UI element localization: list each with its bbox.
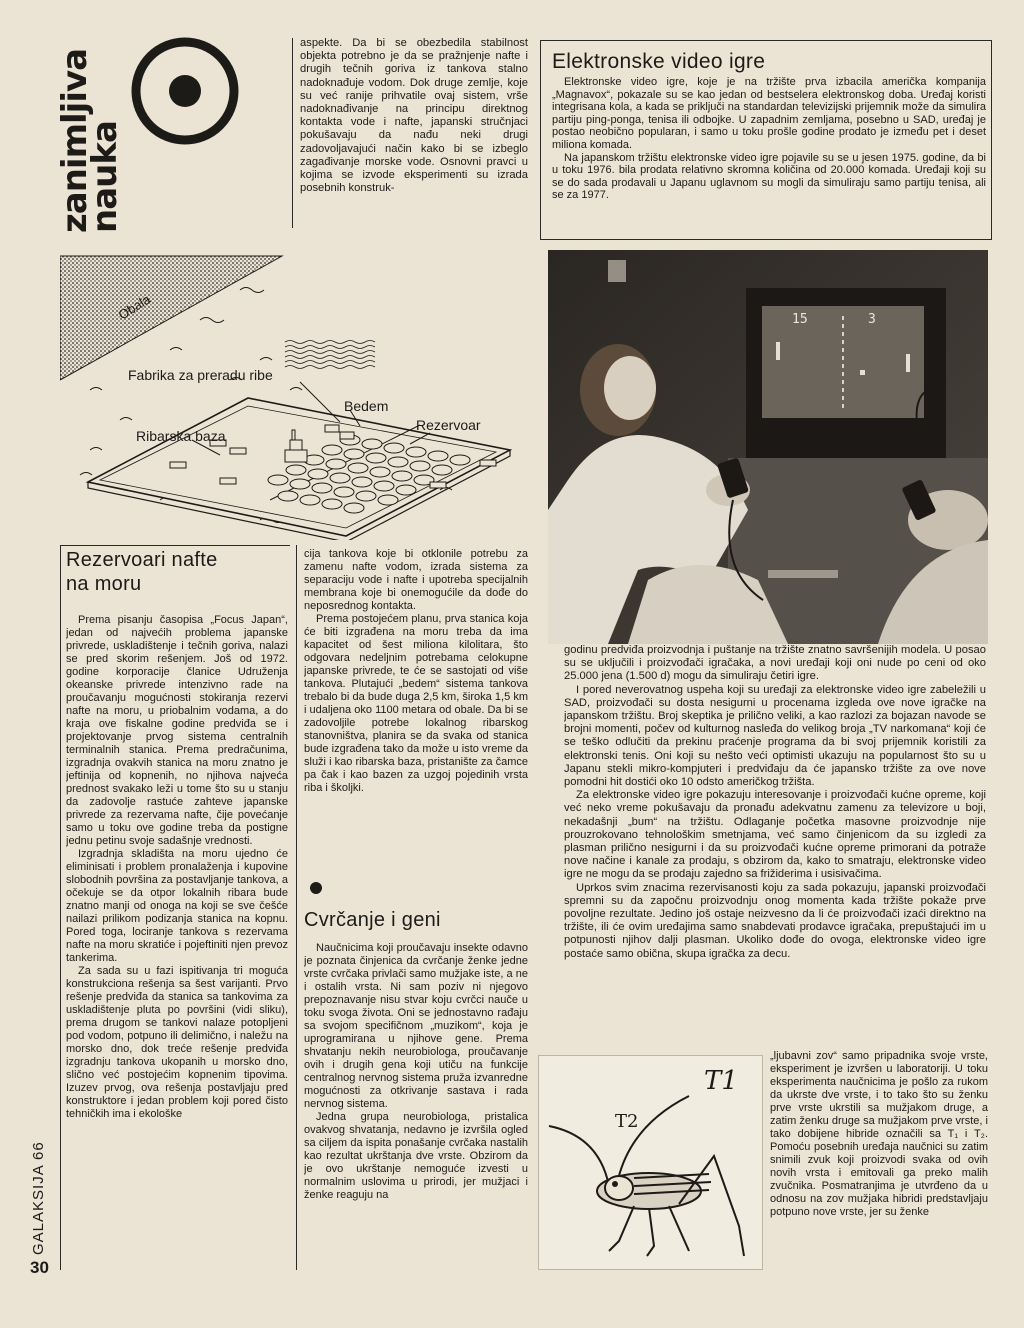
section-title xyxy=(55,33,125,233)
bullet-dot-icon xyxy=(310,882,322,894)
magazine-name: GALAKSIJA 66 xyxy=(30,1141,47,1255)
paragraph: godinu predviđa proizvodnja i puštanje na tržište znatno savršenijih modela. U posao su se uključili i proizvođači igračaka, a novi uređaji koji oni nude po ceni od oko 25.000 jena (1.500 d) mogu da simuliraju četiri igre. xyxy=(564,644,986,683)
article-reservoir-col2 xyxy=(304,548,528,868)
article-video-games-continued xyxy=(564,644,986,1042)
paragraph: Naučnicima koji proučavaju insekte odavno je poznata činjenica da cvrčanje ženke jedne vrste cvrčaka privlači samo mužjake iste, a ne i ostalih vrsta. Ni sam poziv ni njegovo prepoznavanje nisu stvar koju cvrčci nauče u toku svoga života. Oni se jednostavno rađaju sa svojom specifičnom „muzikom“, koja je uprogramirana u njihove gene. Prema shvatanju nekih neurobiologa, proučavanje ovih i drugih gena koji utiču na funkcije centralnog nervnog sistema pruža izvanredne mogućnosti za otkrivanje sastava i rada nervnog sistema. xyxy=(304,942,528,1110)
label-reservoir: Rezervoar xyxy=(416,417,481,433)
paragraph: Na japanskom tržištu elektronske video igre pojavile su se u jesen 1975. godine, da bi u toku 1976. bila prodata relativno skromna količina od 20.000 komada. Uređaji koji su se do sada prodavali u Japanu uglavnom su mogli da simuliraju samo partiju tenisa, ali se za 1977. xyxy=(552,151,986,202)
oil-storage-diagram xyxy=(60,250,530,540)
label-factory: Fabrika za preradu ribe xyxy=(128,367,273,383)
target-logo-icon xyxy=(130,36,240,146)
paragraph: cija tankova koje bi otklonile potrebu za zamenu nafte vodom, izrada sistema za separaciju vode i nafte i upotreba specijalnih membrana koje bi onemogućile da dođe do neposrednog kontakta. xyxy=(304,548,528,612)
label-fishing-base: Ribarska baza xyxy=(136,428,226,444)
video-games-photo-drawing xyxy=(548,250,988,644)
cricket-illustration xyxy=(538,1055,763,1270)
label-shore: Obala xyxy=(115,291,154,323)
article-crickets-col2 xyxy=(304,942,528,1270)
tv-score-right: 3 xyxy=(868,312,876,327)
paragraph: Prema postojećem planu, prva stanica koja će biti izgrađena na moru treba da ima kapacitet od šest miliona kilolitara, što odgovara nedeljnim potrebama celokupne japanske privrede, te će se sastojati od više tankova. Plutajući „bedem“ sistema tankova trebalo bi da bude duga 2,5 km, široka 1,5 km i udaljena oko 1100 metara od obale. Da bi se zadovoljile potrebe lokalnog ribarskog stanovništva, planira se da svaka od stanica bude izgrađena tako da može u isto vreme da služi i kao ribarska baza, pristanište za čamce pa čak i kao bazen za uzgoj pojedinih vrsta riba i školjki. xyxy=(304,613,528,794)
article-reservoir-continued-top xyxy=(300,37,528,237)
article-video-games-heading: Elektronske video igre xyxy=(552,50,766,73)
paragraph: Za sada su u fazi ispitivanja tri moguća konstrukciona rešenja sa šest varijanti. Prvo rešenje predviđa da stanica sa tankovima za uskladištenje pluta po površini (vidi sliku), prema drugom se tankovi nalaze potopljeni pod vodom, potpuno ili delimično, i naležu na morsko dno, dok treće rešenje predviđa izgradnju tankova ukopanih u morsko dno, slično već postojećim kopnenim tipovima. Izuzev prvog, ova rešenja postavljaju pred konstruktore i jedan problem koji pored čisto tehničkih ima i ekološke xyxy=(66,965,288,1120)
oil-storage-diagram-drawing xyxy=(60,250,530,540)
paragraph: Prema pisanju časopisa „Focus Japan“, jedan od najvećih problema japanske privrede, uskladištenje i tečnih goriva, nalazi se pred skorim rešenjem. Još od 1972. godine korporacije članice Udruženja okeanske privrede intenzivno rade na proučavanju mogućnosti stokiranja rezervi nafte na moru, u priobalnim vodama, a do kraja ove fiskalne godine predviđa se i projektovanje prvog sistema centralnih terminalnih stanica. Prema predračunima, izgradnja ovakvih stanica na moru znatno je jeftinija od kopnenih, no njihova najveća prednost svakako leži u tome što su u stanju da zadovolje rastuće zahteve japanske privrede za rezervama nafte, čije povećanje samo u toku ove godine treba da postigne jednu petinu svoje sadašnje vrednosti. xyxy=(66,614,288,847)
paragraph: aspekte. Da bi se obezbedila stabilnost objekta potrebno je da se pražnjenje nafte i drugih tečnih goriva iz tankova stalno nadoknađuje vodom. Dok druge zemlje, koje su već ranije prihvatile ovaj sistem, vrše nadoknađivanje na principu direktnog kontakta vode i nafte, japanski stručnjaci pokušavaju da nađu neki drugi zadovoljavajući način kako bi se izbeglo zagađivanje morske vode. Osnovni pravci u kojima se izvode eksperimenti su izrada posebnih konstruk- xyxy=(300,37,528,195)
column-rule xyxy=(292,38,293,228)
tv-score-left: 15 xyxy=(792,312,808,327)
column-rule xyxy=(60,545,61,1270)
column-rule xyxy=(296,545,297,1270)
label-dike: Bedem xyxy=(344,398,389,414)
heading-line: Rezervoari nafte xyxy=(66,549,218,571)
video-games-photo xyxy=(548,250,988,644)
article-crickets-col3 xyxy=(770,1050,988,1272)
paragraph: I pored neverovatnog uspeha koji su uređaji za elektronske video igre zabeležili u SAD, proizvođači su dosta nesigurni u procenama izgleda ove nove igračke na japanskom tržištu. Broj skeptika je prilično veliki, a kao razlozi za bojazan navode se brojni momenti, počev od kulturnog nasleđa do velikog broja „TV narkomana“ koji će se teško odlučiti da prekinu praćenje programa da bi svoj prijemnik koristili za elektronski tenis. Oni koji su nešto veći optimisti ukazuju na popularnost što su u Japanu stekli mikro-kompjuteri i predviđaju da će japansko tržište za ove nove pomodni hit dostići oko 10 odsto američkog tržišta. xyxy=(564,683,986,789)
cricket-label-t1: T1 xyxy=(704,1066,738,1096)
article-video-games-intro xyxy=(552,76,986,236)
section-title-line1: zanimljiva xyxy=(55,48,95,233)
section-title-line2: nauka xyxy=(85,121,125,233)
heading-line: na moru xyxy=(66,573,142,595)
paragraph: Uprkos svim znacima rezervisanosti koju za sada pokazuju, japanski proizvođači spremni su da započnu proizvodnju onog momenta kada tržište pokaže prve povoljne rezultate. Jedino još ostaje neizvesno da li će proizvođači izaći direktno na tržište, ili će ovim uređajima samo snabdevati prodavce igračaka, prepuštajući im u potpunosti njihov dalji plasman. Ukoliko dođe do ovoga, elektronske video igre postaće samo obična, skupa igračka za decu. xyxy=(564,881,986,960)
paragraph: Jedna grupa neurobiologa, pristalica ovakvog shvatanja, nedavno je izvršila ogled sa ciljem da ispita ponašanje cvrčaka nastalih kao rezultat ukrštanja dve vrste. Obzirom da je ovo ukrštanje nemoguće izvesti u normalnim uslovima u prirodi, jer mužjaci i ženke reaguju na xyxy=(304,1111,528,1201)
article-reservoir-col1 xyxy=(66,614,288,1270)
article-reservoir-heading xyxy=(66,548,286,596)
paragraph: Za elektronske video igre pokazuju interesovanje i proizvođači kućne opreme, koji već neko vreme pokušavaju da pronađu adekvatnu zamenu za televizore u boji, nekadašnji „bum“ na tržištu. Odlaganje početka masovne proizvodnje nije prouzrokovano tehnološkim smetnjama, već samo činjenicom da su izgledi za plasman prilično nesigurni i da su proizvođači kućne opreme primorani da potraže nove načine i kanale za prodaju, s obzirom da, kako to smatraju, elektronske video igre ne mogu da se prodaju zajedno sa frižiderima i usisivačima. xyxy=(564,789,986,881)
article-crickets-heading: Cvrčanje i geni xyxy=(304,909,441,931)
cricket-label-t2: T2 xyxy=(615,1111,639,1132)
paragraph: Izgradnja skladišta na moru ujedno će eliminisati i problem pronalaženja i kupovine slobodnih površina za postavljanje tankova, a očekuje se da otpor lokalnih ribara bude znatno manji od onoga na koji se sve češće nailazi prilikom podizanja stanica na kopnu. Pored toga, lociranje tankova s rezervama nafte na moru skratiće i pojeftiniti njen prevoz tankerima. xyxy=(66,848,288,964)
paragraph: „ljubavni zov“ samo pripadnika svoje vrste, eksperiment je izvršen u laboratoriji. U toku eksperimenta naučnicima je pošlo za rukom da ukrste dve vrste, i to tako što su ženku prve vrste ukrstili sa mužjakom druge, a zatim ženku druge sa mužjakom prve vrste, i tako dobijene hibride označili sa T₁ i T₂. Pomoću posebnih uređaja naučnici su zatim snimili zvuk koji proizvodi svaka od ovih novih vrsta i emitovali ga preko malih zvučnika. Posmatranjima je utvrđeno da u odnosu na zov mužjaka hibridi predstavljaju potpuno nove vrste, jer su ženke xyxy=(770,1050,988,1218)
section-logo xyxy=(52,28,242,238)
page-number: 30 xyxy=(30,1258,49,1277)
paragraph: Elektronske video igre, koje je na tržište prva izbacila američka kompanija „Magnavox“, pokazale su se kao jedan od bestselera elektronskog doba. Uređaj koristi integrisana kola, a kada se priključi na standardan televizijski prijemnik može da simulira partiju ping-ponga, tenisa ili odbojke. U zapadnim zemljama, posebno u SAD, uređaj je postao neobično popularan, i samo u toku prošle godine prodato je između pet i deset miliona komada. xyxy=(552,76,986,151)
divider xyxy=(60,545,290,546)
